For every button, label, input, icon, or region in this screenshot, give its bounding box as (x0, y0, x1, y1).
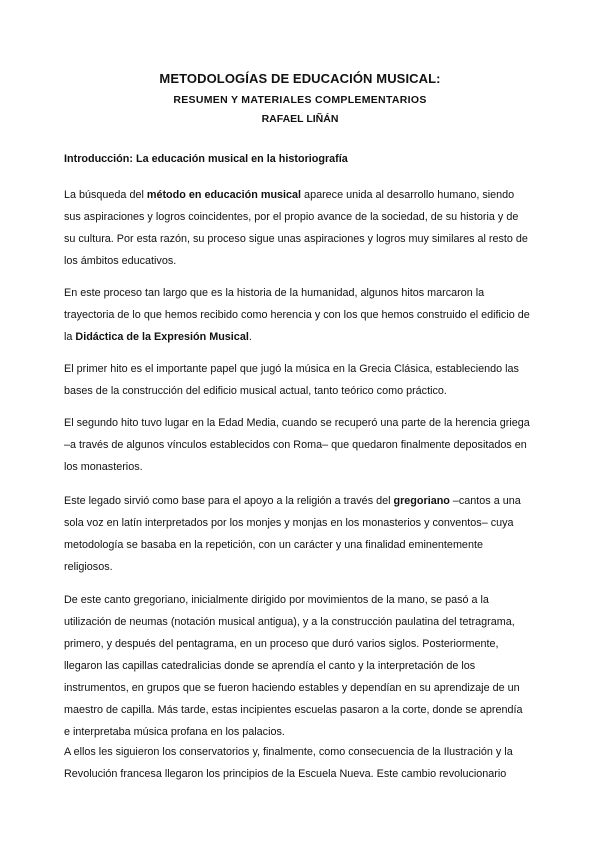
text-run: la (64, 331, 76, 343)
paragraph-4-line-1: El segundo hito tuvo lugar en la Edad Media, cuando se recuperó una parte de la herencia griega (64, 417, 530, 429)
paragraph-6-line-9: Revolución francesa llegaron los principios de la Escuela Nueva. Este cambio revolucionario (64, 768, 507, 780)
paragraph-6-line-5: instrumentos, en grupos que se fueron haciendo estables y dependían en su aprendizaje de un (64, 682, 520, 694)
paragraph-5-line-4: religiosos. (64, 561, 113, 573)
paragraph-5-line-2: sola voz en latín interpretados por los monjes y monjas en los monasterios y conventos– cuya (64, 517, 514, 529)
paragraph-2-line-3 (64, 330, 252, 344)
paragraph-6-line-7: e interpretaba música profana en los palacios. (64, 726, 285, 738)
document-subtitle: RESUMEN Y MATERIALES COMPLEMENTARIOS (173, 94, 427, 106)
paragraph-6-line-4: llegaron las capillas catedralicias donde se aprendía el canto y la interpretación de los (64, 660, 476, 672)
paragraph-1-line-2: sus aspiraciones y logros coincidentes, por el propio avance de la sociedad, de su historia y de (64, 211, 519, 223)
paragraph-3-line-2: bases de la construcción del edificio musical actual, tanto teórico como práctico. (64, 385, 447, 397)
paragraph-1-line-3: su cultura. Por esta razón, su proceso sigue unas aspiraciones y logros muy similares al resto de (64, 233, 528, 245)
bold-term: método en educación musical (146, 189, 302, 201)
document-author: RAFAEL LIÑÁN (261, 113, 339, 125)
text-run: aparece unida al desarrollo humano, siendo (301, 189, 515, 201)
paragraph-5-line-3: metodología se basaba en la repetición, con un carácter y una finalidad eminentemente (64, 539, 483, 551)
section-heading: Introducción: La educación musical en la historiografía (64, 153, 348, 165)
bold-term: Didáctica de la Expresión Musical (75, 331, 249, 343)
paragraph-6-line-2: utilización de neumas (notación musical antigua), y a la construcción paulatina del tetragrama, (64, 616, 515, 628)
paragraph-6-line-6: maestro de capilla. Más tarde, estas incipientes escuelas pasaron a la corte, donde se aprendía (64, 704, 523, 716)
text-run: Este legado sirvió como base para el apoyo a la religión a través del (64, 495, 394, 507)
text-run: . (248, 331, 252, 343)
paragraph-5-line-1 (64, 494, 521, 508)
paragraph-4-line-2: –a través de algunos vínculos establecidos con Roma– que quedaron finalmente depositados en (64, 439, 527, 451)
paragraph-6-line-1: De este canto gregoriano, inicialmente dirigido por movimientos de la mano, se pasó a la (64, 594, 489, 606)
paragraph-4-line-3: los monasterios. (64, 461, 143, 473)
paragraph-3-line-1: El primer hito es el importante papel que jugó la música en la Grecia Clásica, estableciendo las (64, 363, 519, 375)
paragraph-1-line-4: los ámbitos educativos. (64, 255, 177, 267)
paragraph-1-line-1 (64, 188, 514, 202)
paragraph-2-line-2: trayectoria de lo que hemos recibido como herencia y con los que hemos construido el edificio de (64, 309, 530, 321)
paragraph-6-line-8: A ellos les siguieron los conservatorios y, finalmente, como consecuencia de la Ilustración y la (64, 746, 513, 758)
paragraph-2-line-1: En este proceso tan largo que es la historia de la humanidad, algunos hitos marcaron la (64, 287, 485, 299)
paragraph-6-line-3: primero, y después del pentagrama, en un proceso que duró varios siglos. Posteriormente, (64, 638, 499, 650)
text-run: La búsqueda del (64, 189, 147, 201)
document-title: METODOLOGÍAS DE EDUCACIÓN MUSICAL: (159, 71, 441, 86)
text-run: –cantos a una (449, 495, 521, 507)
bold-term: gregoriano (393, 495, 450, 507)
